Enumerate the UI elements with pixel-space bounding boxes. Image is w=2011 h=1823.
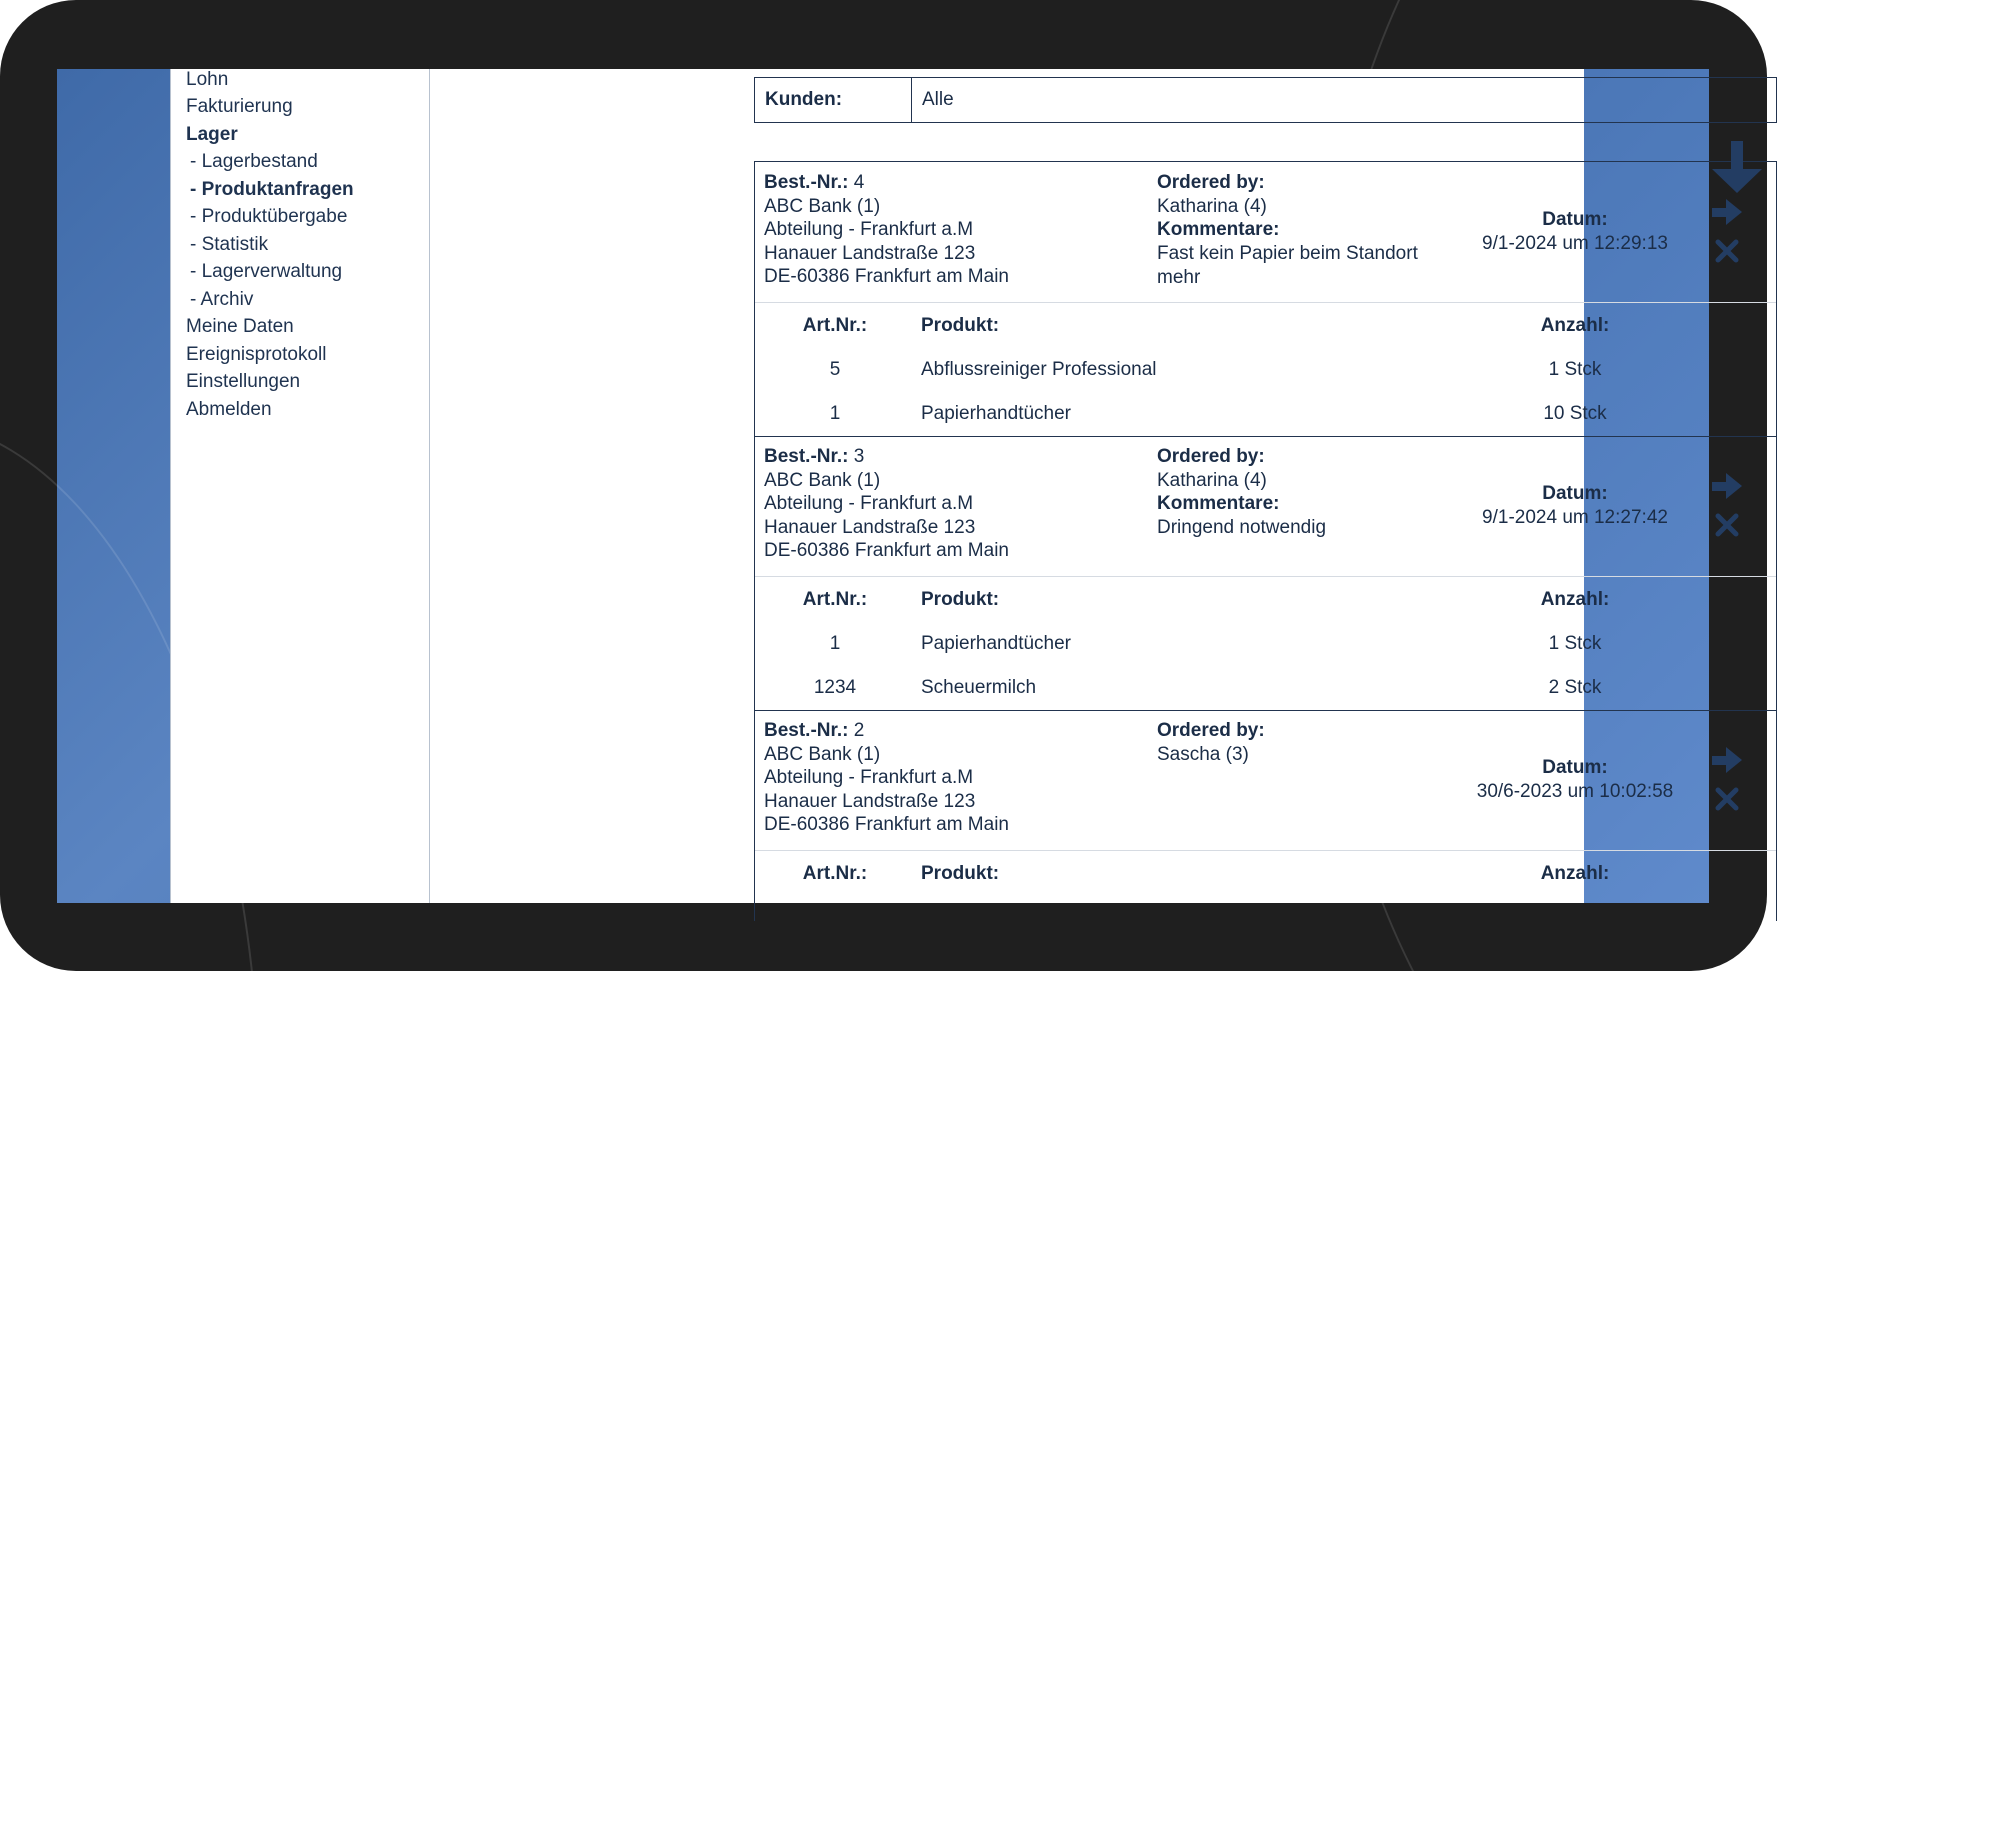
item-quantity: 1 Stck (1548, 359, 1602, 380)
order-number-label: Best.-Nr.: (764, 172, 849, 193)
customer-department: Abteilung - Frankfurt a.M (764, 767, 974, 788)
comment-line: mehr (1157, 266, 1201, 288)
item-art-nr: 1234 (813, 677, 857, 698)
column-header-product: Produkt: (921, 315, 1000, 336)
ordered-by-label: Ordered by: (1157, 446, 1265, 467)
sidebar-item-lohn[interactable]: Lohn (186, 69, 229, 90)
sidebar-item-lagerverwaltung[interactable]: - Lagerverwaltung (190, 261, 343, 282)
sidebar-item-einstellungen[interactable]: Einstellungen (186, 371, 301, 392)
item-quantity: 10 Stck (1543, 403, 1607, 424)
arrow-right-icon[interactable] (1712, 747, 1742, 778)
orders-list (754, 161, 1777, 921)
column-header-quantity: Anzahl: (1540, 863, 1610, 884)
sidebar-nav (170, 69, 430, 903)
date-label: Datum: (1542, 209, 1608, 230)
order-header (755, 162, 1776, 303)
order-date: 30/6-2023 um 10:02:58 (1476, 781, 1674, 802)
customer-street: Hanauer Landstraße 123 (764, 791, 976, 812)
close-icon[interactable] (1715, 787, 1739, 816)
sidebar-item-lager[interactable]: Lager (186, 124, 238, 145)
item-product: Abflussreiniger Professional (921, 359, 1157, 380)
sidebar-item-ereignisprotokoll[interactable]: Ereignisprotokoll (186, 344, 327, 365)
customer-filter-label: Kunden: (755, 78, 912, 122)
customer-department: Abteilung - Frankfurt a.M (764, 493, 974, 514)
ordered-by-label: Ordered by: (1157, 720, 1265, 741)
main-content (429, 69, 1674, 903)
comment-line: Dringend notwendig (1157, 517, 1327, 538)
column-header-art-nr: Art.Nr.: (802, 315, 868, 336)
customer-name: ABC Bank (1) (764, 196, 881, 217)
item-art-nr: 1 (829, 633, 841, 654)
download-arrow-icon[interactable] (1712, 141, 1762, 198)
sidebar-item-abmelden[interactable]: Abmelden (186, 399, 272, 420)
order-number-label: Best.-Nr.: (764, 720, 849, 741)
column-header-art-nr: Art.Nr.: (802, 863, 868, 884)
order-number (764, 719, 864, 743)
date-label: Datum: (1542, 483, 1608, 504)
order-card (755, 436, 1776, 710)
arrow-right-icon[interactable] (1712, 473, 1742, 504)
order-header (755, 710, 1776, 851)
close-icon[interactable] (1715, 239, 1739, 268)
customer-city: DE-60386 Frankfurt am Main (764, 540, 1009, 561)
column-header-product: Produkt: (921, 589, 1000, 610)
customer-city: DE-60386 Frankfurt am Main (764, 814, 1009, 835)
order-header (755, 436, 1776, 577)
sidebar-item-produktanfragen[interactable]: - Produktanfragen (190, 179, 354, 200)
sidebar-item-statistik[interactable]: - Statistik (190, 234, 269, 255)
sidebar-item-meine-daten[interactable]: Meine Daten (186, 316, 294, 337)
customer-department: Abteilung - Frankfurt a.M (764, 219, 974, 240)
customer-name: ABC Bank (1) (764, 470, 881, 491)
sidebar-item-archiv[interactable]: - Archiv (190, 289, 254, 310)
column-header-quantity: Anzahl: (1540, 315, 1610, 336)
sidebar-item-lagerbestand[interactable]: - Lagerbestand (190, 151, 318, 172)
order-items-table (755, 850, 1776, 984)
customer-city: DE-60386 Frankfurt am Main (764, 266, 1009, 287)
order-items-table (755, 302, 1776, 436)
date-label: Datum: (1542, 757, 1608, 778)
order-number-value: 2 (853, 720, 865, 741)
ordered-by-value: Sascha (3) (1157, 744, 1249, 765)
order-date: 9/1-2024 um 12:27:42 (1482, 507, 1668, 528)
browser-page (170, 69, 1674, 903)
order-number-label: Best.-Nr.: (764, 446, 849, 467)
arrow-right-icon[interactable] (1712, 199, 1742, 230)
order-card (755, 710, 1776, 984)
customer-filter (754, 77, 1777, 123)
comments-label: Kommentare: (1157, 219, 1280, 240)
item-product: Papierhandtücher (921, 403, 1071, 424)
comments-label: Kommentare: (1157, 493, 1280, 514)
order-number-value: 3 (853, 446, 865, 467)
comment-line: Fast kein Papier beim Standort (1157, 243, 1418, 264)
desktop-background (57, 69, 1709, 903)
order-number-value: 4 (853, 172, 865, 193)
order-date: 9/1-2024 um 12:29:13 (1482, 233, 1668, 254)
ordered-by-label: Ordered by: (1157, 172, 1265, 193)
order-items-table (755, 576, 1776, 710)
close-icon[interactable] (1715, 513, 1739, 542)
column-header-product: Produkt: (921, 863, 1000, 884)
customer-street: Hanauer Landstraße 123 (764, 517, 976, 538)
ordered-by-value: Katharina (4) (1157, 196, 1267, 217)
order-card (755, 162, 1776, 436)
item-product: Papierhandtücher (921, 633, 1071, 654)
item-product: Scheuermilch (921, 677, 1037, 698)
column-header-art-nr: Art.Nr.: (802, 589, 868, 610)
item-art-nr: 1 (829, 403, 841, 424)
customer-street: Hanauer Landstraße 123 (764, 243, 976, 264)
order-number (764, 171, 864, 195)
item-quantity: 1 Stck (1548, 633, 1602, 654)
column-header-quantity: Anzahl: (1540, 589, 1610, 610)
customer-name: ABC Bank (1) (764, 744, 881, 765)
sidebar-item-fakturierung[interactable]: Fakturierung (186, 96, 293, 117)
item-art-nr: 5 (829, 359, 841, 380)
ordered-by-value: Katharina (4) (1157, 470, 1267, 491)
device-frame (0, 0, 1767, 971)
customer-filter-value[interactable]: Alle (922, 89, 954, 110)
order-number (764, 445, 864, 469)
item-quantity: 2 Stck (1548, 677, 1602, 698)
sidebar-item-produktübergabe[interactable]: - Produktübergabe (190, 206, 348, 227)
